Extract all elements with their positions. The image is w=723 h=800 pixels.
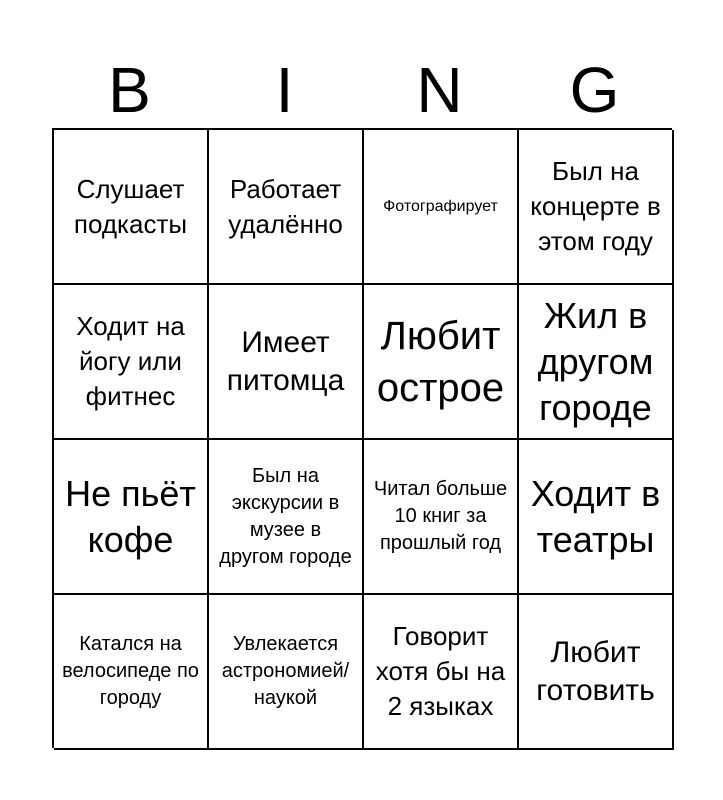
bingo-cell[interactable] [209, 285, 364, 440]
bingo-cell-text: Жил в другом городе [537, 294, 654, 428]
bingo-header [52, 52, 672, 128]
bingo-cell[interactable] [54, 130, 209, 285]
bingo-cell-text: Ходит в театры [530, 472, 661, 560]
bingo-cell-text: Любит готовить [536, 635, 655, 707]
bingo-cell[interactable] [519, 440, 674, 595]
bingo-cell[interactable] [54, 595, 209, 750]
header-letter-g: G [569, 54, 620, 126]
header-letter-b: B [108, 54, 151, 126]
bingo-cell[interactable] [519, 285, 674, 440]
bingo-cell[interactable] [364, 285, 519, 440]
bingo-cell[interactable] [54, 285, 209, 440]
bingo-cell-text: Читал больше 10 книг за прошлый год [373, 478, 508, 554]
bingo-cell[interactable] [54, 440, 209, 595]
bingo-cell[interactable] [209, 130, 364, 285]
bingo-cell-text: Работает удалённо [228, 173, 343, 239]
bingo-cell-text: Любит острое [376, 313, 505, 410]
bingo-cell-text: Говорит хотя бы на 2 языках [375, 621, 506, 721]
bingo-cell[interactable] [519, 595, 674, 750]
header-letter-i: I [275, 54, 294, 126]
bingo-cell[interactable] [519, 130, 674, 285]
bingo-cell-text: Ходит на йогу или фитнес [76, 311, 185, 411]
bingo-cell[interactable] [209, 595, 364, 750]
bingo-cell[interactable] [364, 595, 519, 750]
bingo-cell-text: Увлекается астрономией/ наукой [221, 633, 350, 709]
header-letter-n: N [416, 54, 463, 126]
bingo-cell-text: Был на концерте в этом году [530, 156, 661, 256]
bingo-cell[interactable] [364, 440, 519, 595]
bingo-cell[interactable] [364, 130, 519, 285]
bingo-cell-text: Имеет питомца [226, 325, 345, 397]
bingo-cell-text: Был на экскурсии в музее в другом городе [219, 464, 352, 568]
bingo-board [52, 128, 672, 748]
bingo-cell-text: Не пьёт кофе [65, 472, 196, 560]
bingo-cell[interactable] [209, 440, 364, 595]
bingo-cell-text: Слушает подкасты [73, 173, 188, 239]
bingo-cell-text: Катался на велосипеде по городу [62, 633, 199, 709]
bingo-cell-text: Фотографирует [383, 198, 498, 215]
